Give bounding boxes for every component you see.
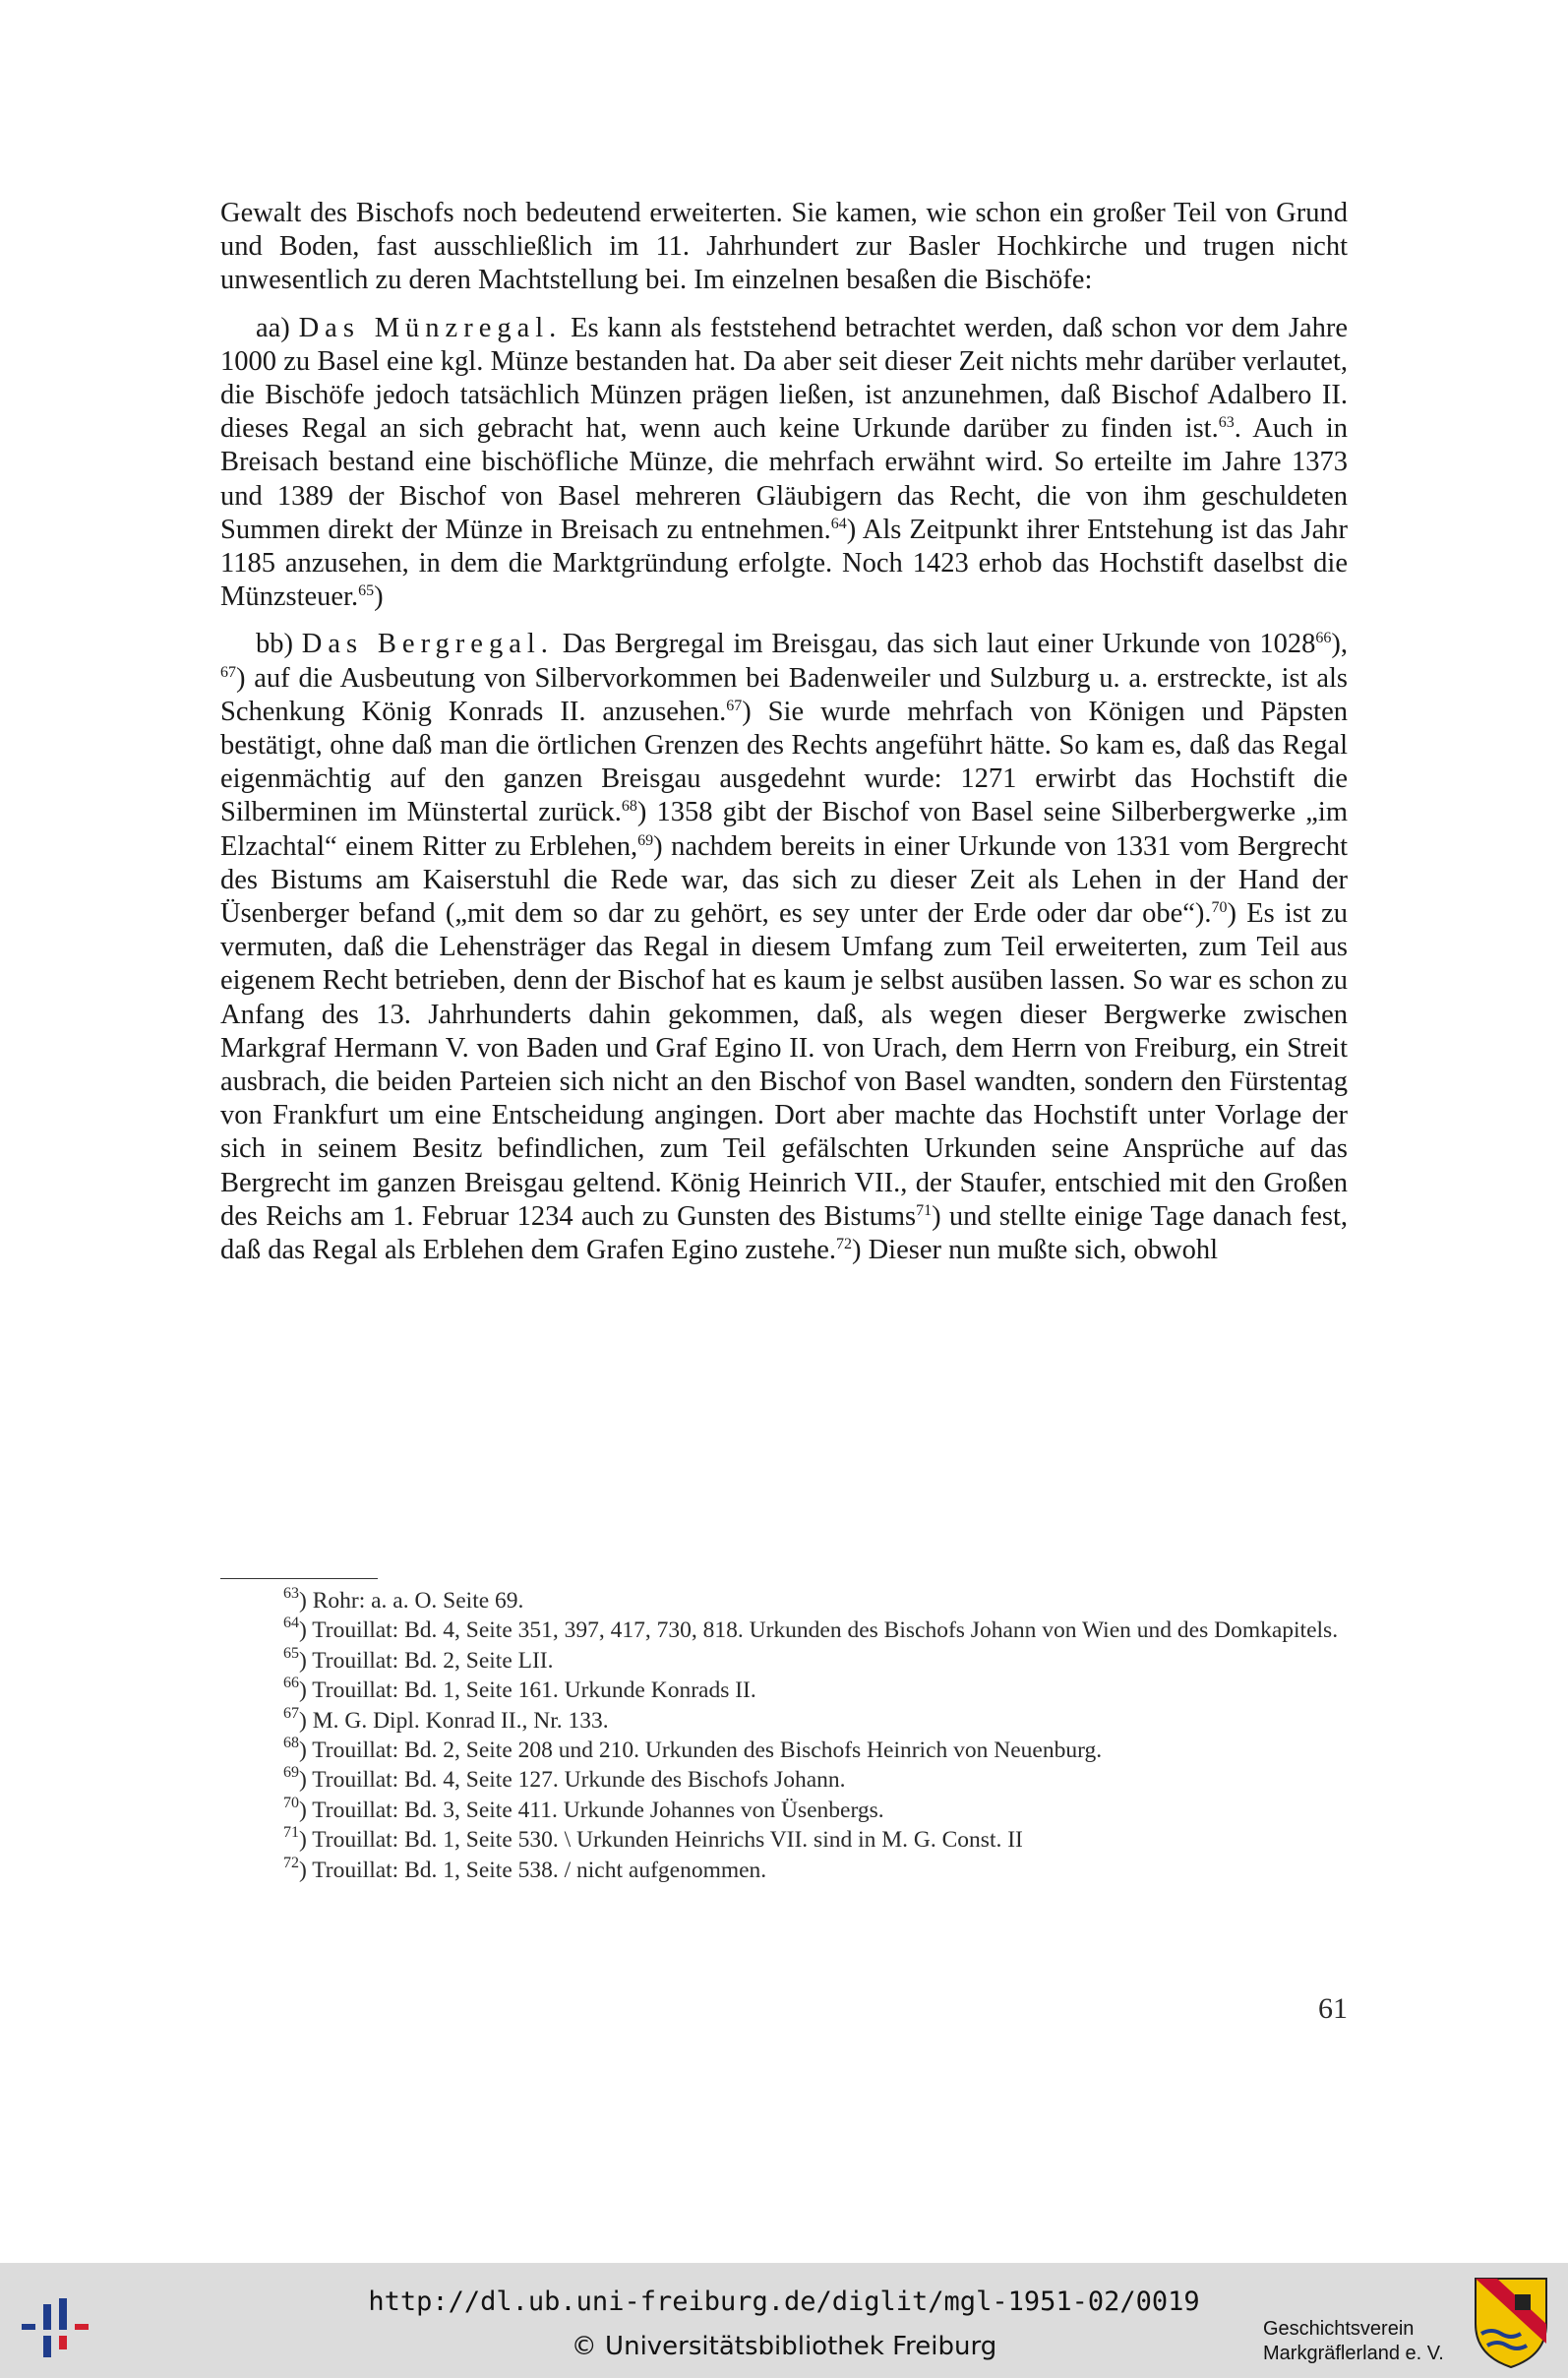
document-url-link[interactable]: http://dl.ub.uni-freiburg.de/diglit/mgl-1951-02/0019 [368,2287,1200,2317]
footnote-text: ) Trouillat: Bd. 2, Seite 208 und 210. Urkunden des Bischofs Heinrich von Neuenburg. [299,1738,1103,1764]
footnote-ref: 68 [621,798,637,816]
footnote-text: ) Trouillat: Bd. 2, Seite LII. [299,1647,554,1674]
society-name [1263,2317,1460,2366]
footnote-divider [220,1578,378,1579]
footnote-ref: 63 [1218,414,1235,432]
footnote [220,1765,1348,1795]
copyright-text: © Universitätsbibliothek Freiburg [571,2332,997,2361]
body-text [220,197,1348,1267]
text-run: ) Dieser nun mußte sich, obwohl [851,1235,1219,1266]
footnote-number: 65 [283,1644,299,1662]
footnote-text: ) M. G. Dipl. Konrad II., Nr. 133. [299,1707,609,1734]
section-heading: Das Münzregal. [298,312,563,343]
text-run: ) [374,581,384,613]
text-run: ) 1358 gibt der Bischof von Basel seine Silberbergwerke „im Elzachtal“ einem Ritter zu Erblehen, [220,797,1348,862]
footnote-text: ) Trouillat: Bd. 1, Seite 530. \ Urkunden Heinrichs VII. sind in M. G. Const. II [299,1827,1023,1854]
text-run: Es kann als feststehend betrachtet werden, daß schon vor dem Jahre 1000 zu Basel eine kgl. Münze bestanden hat. Da aber seit dieser Zeit nichts mehr darüber verlautet, die Bischöfe jedoch tatsächlich Münzen prägen ließen, ist anzunehmen, daß Bischof Adalbero II. dieses Regal an sich gebracht hat, wenn auch keine Urkunde darüber zu finden ist. [220,312,1348,445]
text-run: Das Bergregal im Breisgau, das sich laut einer Urkunde von 1028 [562,629,1316,660]
footnote [220,1736,1348,1765]
footnote-number: 68 [283,1735,299,1752]
footnote-ref: 65 [358,582,375,600]
footnote [220,1676,1348,1705]
footnote-ref: 67 [726,697,743,714]
footnote-text: ) Rohr: a. a. O. Seite 69. [299,1588,524,1614]
footnote-ref: 64 [830,515,847,532]
footnote-number: 67 [283,1704,299,1722]
text-run: ) Es ist zu vermuten, daß die Lehensträger das Regal in diesem Umfang zum Teil erweiterten, zum Teil aus eigenem Recht betrieben, denn der Bischof hat es kaum je selbst ausüben lassen. So war es schon zu Anfang des 13. Jahrhunderts dahin gekommen, daß, als wegen dieser Bergwerke zwischen Markgraf Hermann V. von Baden und Graf Egino II. von Urach, dem Herrn von Freiburg, ein Streit ausbrach, die beiden Parteien sich nicht an den Bischof von Basel wandten, sondern den Fürstentag von Frankfurt um eine Entscheidung angingen. Dort aber machte das Hochstift unter Vorlage der sich in seinem Besitz befindlichen, zum Teil gefälschten Urkunden seine Ansprüche auf das Bergrecht im ganzen Breisgau geltend. König Heinrich VII., der Staufer, entschied mit den Großen des Reichs am 1. Februar 1234 auch zu Gunsten des Bistums [220,898,1348,1232]
footnote [220,1856,1348,1885]
footnote-number: 71 [283,1824,299,1842]
footnote-number: 66 [283,1675,299,1692]
footnote [220,1706,1348,1736]
footnote [220,1616,1348,1645]
footnote-text: ) Trouillat: Bd. 4, Seite 127. Urkunde des Bischofs Johann. [299,1767,846,1794]
society-name-line: Geschichtsverein [1263,2318,1415,2340]
footnote-number: 64 [283,1615,299,1632]
footnote-ref: 71 [916,1201,933,1219]
text-run: ) nachdem bereits in einer Urkunde von 1331 vom Bergrecht des Bistums am Kaiserstuhl die Rede war, das sich zu dieser Zeit als Lehen in der Hand der Üsenberger befand („mit dem so dar zu gehört, es sey unter der Erde oder dar obe“). [220,830,1349,930]
footnote-number: 70 [283,1794,299,1811]
text-run: ) Sie wurde mehrfach von Königen und Päpsten bestätigt, ohne daß man die örtlichen Grenzen des Rechts angeführt hätte. So kam es, daß das Regal eigenmächtig auf den ganzen Breisgau ausgedehnt wurde: 1271 erwirbt das Hochstift die Silberminen im Münstertal zurück. [220,696,1348,828]
coat-of-arms-icon [1472,2275,1550,2369]
footnote [220,1825,1348,1855]
paragraph-bergregal [220,628,1348,1267]
section-label: aa) [256,312,290,343]
footnotes [220,1586,1348,1885]
footer-bar [0,2263,1568,2378]
footnote-number: 63 [283,1585,299,1602]
footnote-ref: 70 [1211,899,1228,917]
section-heading: Das Bergregal. [301,629,554,660]
paragraph-intro: Gewalt des Bischofs noch bedeutend erweiterten. Sie kamen, wie schon ein großer Teil von Grund und Boden, fast ausschließlich im 11. Jahrhundert zur Basler Hochkirche und trugen nicht unwesentlich zu deren Machtstellung bei. Im einzelnen besaßen die Bischöfe: [220,198,1348,296]
text-run: ) auf die Ausbeutung von Silbervorkommen bei Badenweiler und Sulzburg u. a. erstreckte, ist als Schenkung König Konrads II. anzusehen. [220,662,1348,727]
text-run: ) und stellte einige Tage danach fest, daß das Regal als Erblehen dem Grafen Egino zustehe. [220,1200,1348,1266]
society-name-line: Markgräflerland e. V. [1263,2343,1444,2364]
footnote-ref: 66 [1315,630,1332,647]
text-run: . Auch in Breisach bestand eine bischöfliche Münze, die mehrfach erwähnt wird. So erteilte im Jahre 1373 und 1389 der Bischof von Basel mehreren Gläubigern das Recht, die von ihm geschuldeten Summen direkt der Münze in Breisach zu entnehmen. [220,413,1349,545]
section-label: bb) [256,629,293,660]
footnote-text: ) Trouillat: Bd. 3, Seite 411. Urkunde Johannes von Üsenbergs. [299,1797,884,1823]
footnote-ref: 69 [637,831,654,849]
footnote-number: 72 [283,1854,299,1871]
footnote-ref: 67 [220,663,236,681]
footnote-number: 69 [283,1764,299,1782]
paragraph-muenzregal [220,312,1348,615]
text-run: ) Als Zeitpunkt ihrer Entstehung ist das Jahr 1185 anzusehen, in dem die Marktgründung erfolgte. Noch 1423 erhob das Hochstift daselbst die Münzsteuer. [220,514,1348,613]
text-run: ), [1331,629,1348,660]
footnote [220,1796,1348,1825]
footnote-text: ) Trouillat: Bd. 1, Seite 538. / nicht aufgenommen. [299,1857,767,1883]
page-number: 61 [1318,1992,1348,2025]
footnote-text: ) Trouillat: Bd. 1, Seite 161. Urkunde Konrads II. [299,1677,756,1704]
footnote [220,1586,1348,1616]
footnote-text: ) Trouillat: Bd. 4, Seite 351, 397, 417, 730, 818. Urkunden des Bischofs Johann von Wien und des Domkapitels. [299,1617,1339,1644]
footnote [220,1646,1348,1676]
footnote-ref: 72 [835,1236,852,1253]
